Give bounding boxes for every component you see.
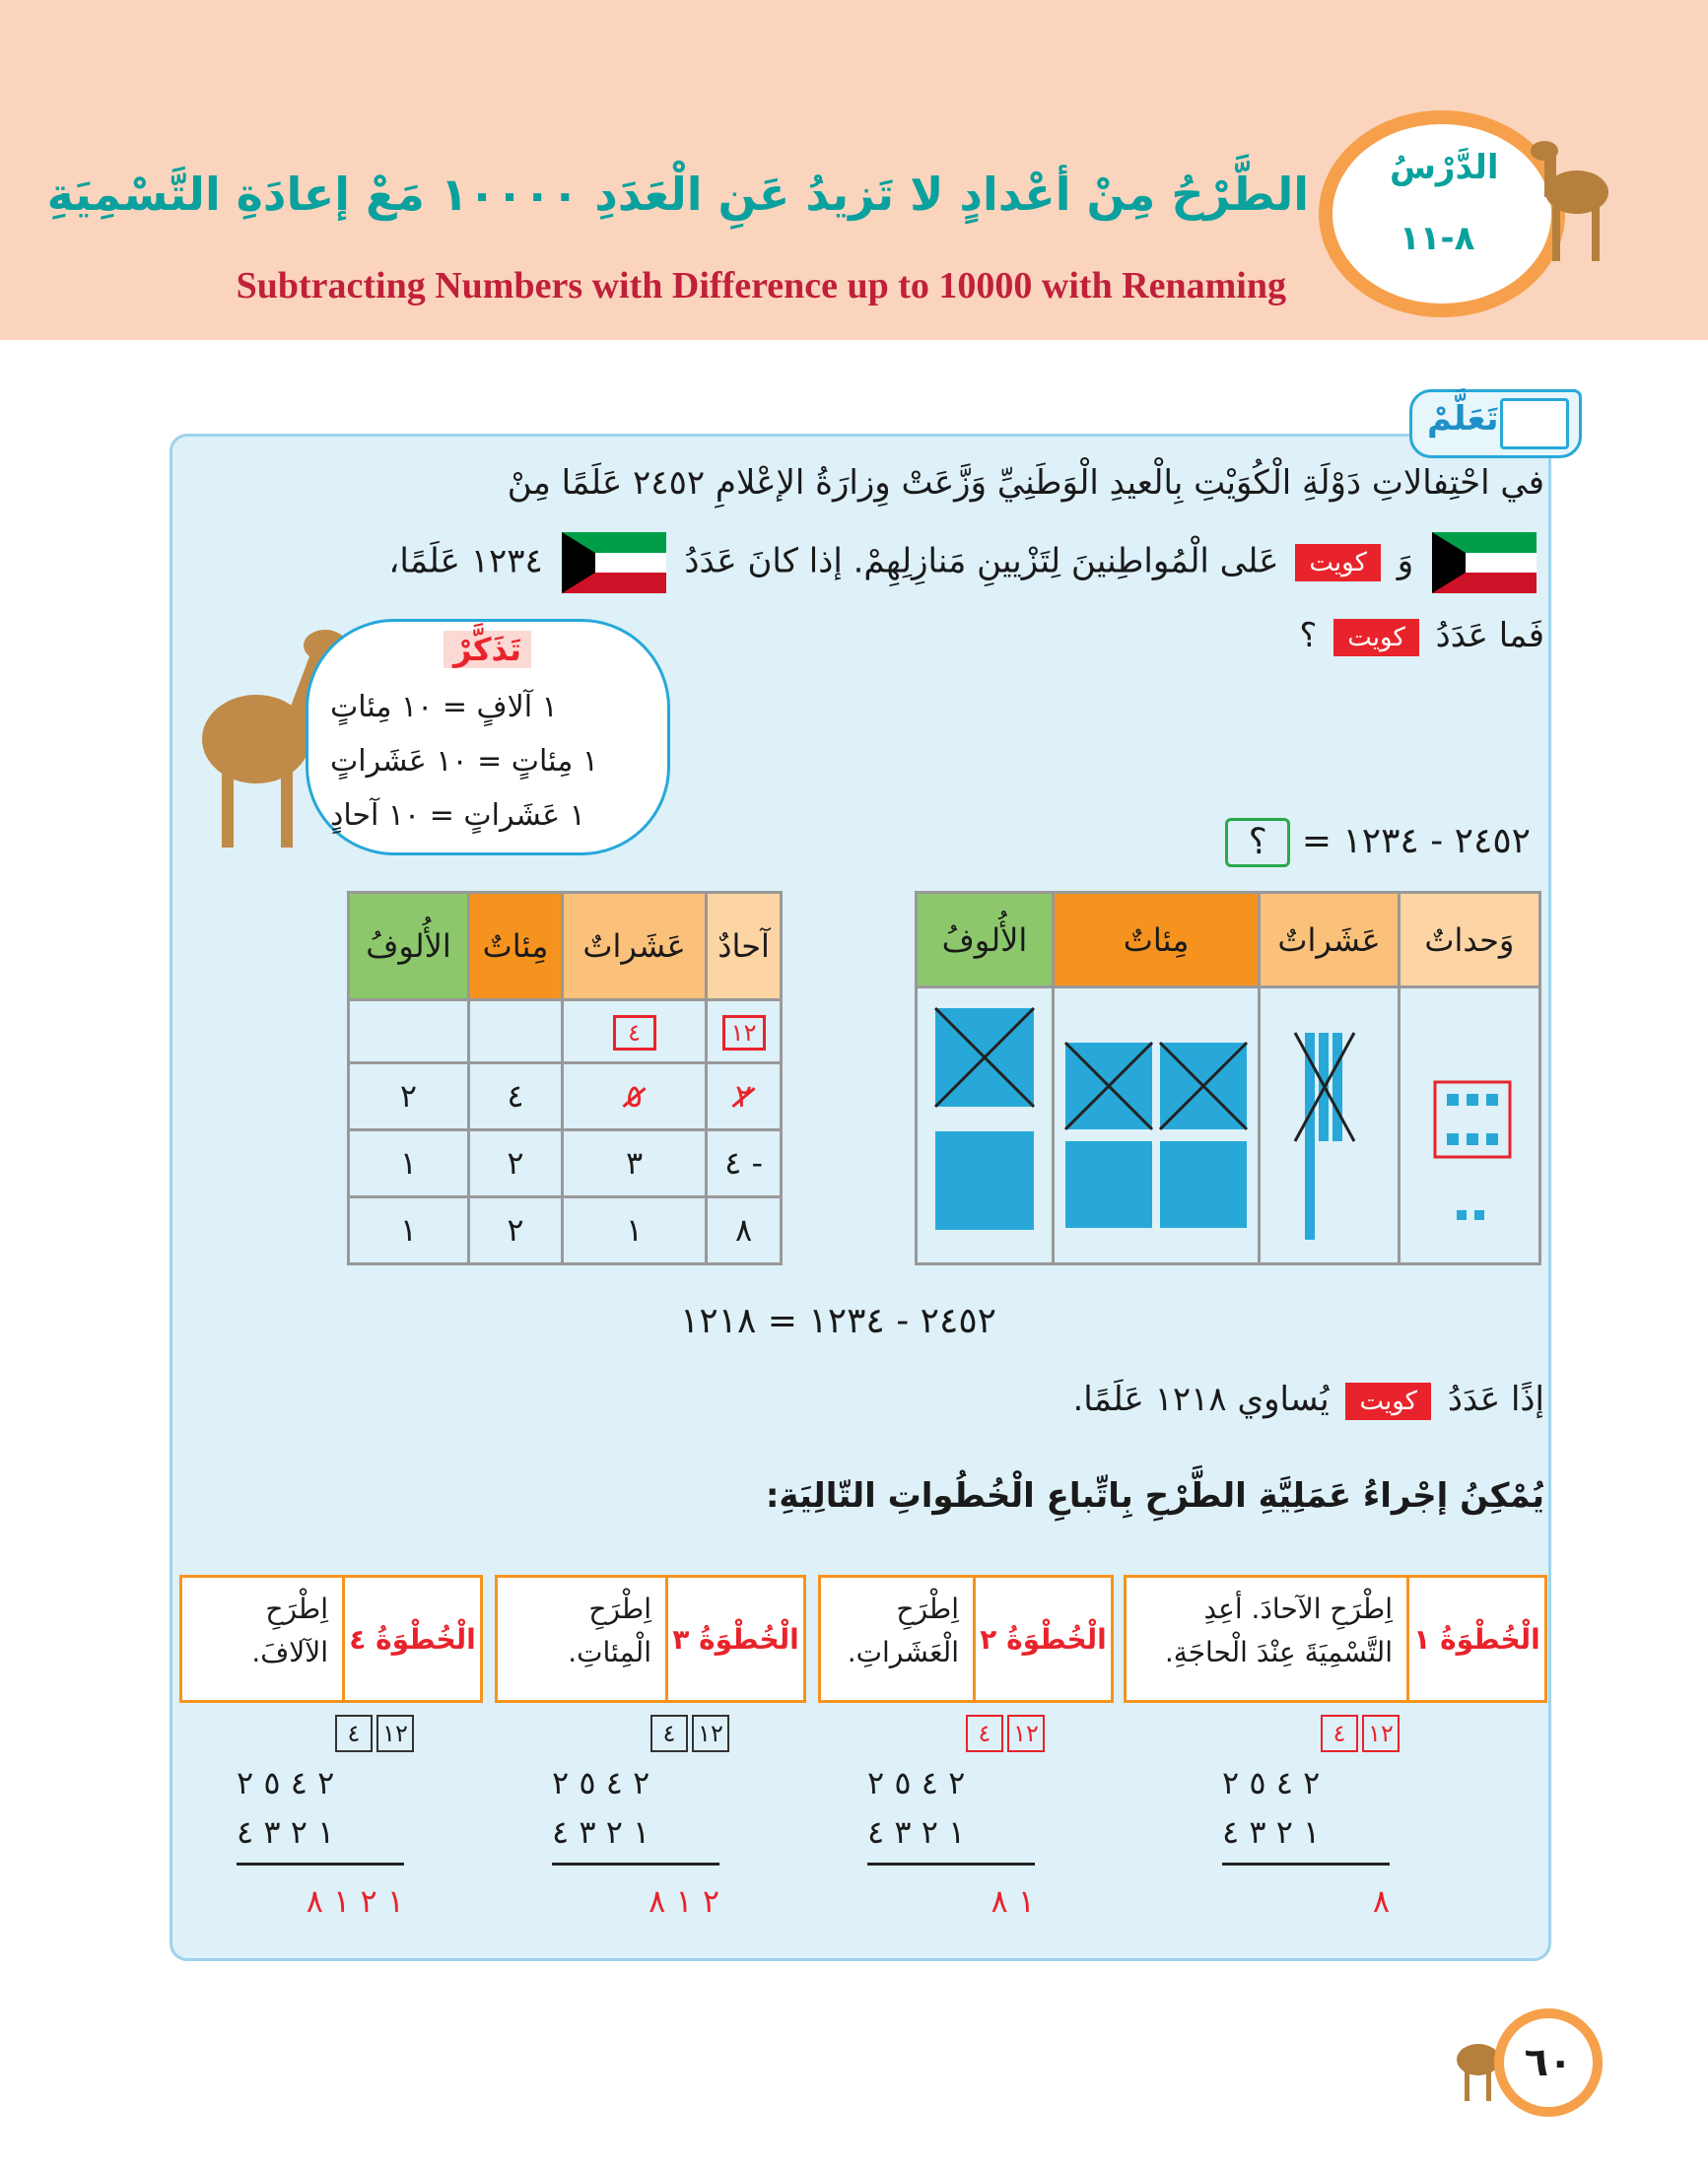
step-1 bbox=[1124, 1575, 1547, 1703]
minuend-tens: ٥ bbox=[625, 1077, 644, 1116]
step-4-text: اِطْرَحِ الآلافَ. bbox=[251, 1593, 328, 1668]
calc-answer: ٨ bbox=[1372, 1882, 1390, 1920]
paragraph-and: وَ bbox=[1397, 541, 1414, 581]
subtrahend-thousands: ١ bbox=[349, 1129, 469, 1196]
step-3 bbox=[495, 1575, 806, 1703]
calc-answer: ١ ٢ ١ ٨ bbox=[306, 1882, 404, 1920]
question-text: فَما عَدَدُ bbox=[1435, 616, 1544, 655]
equation-text: ٢٤٥٢ - ١٢٣٤ = bbox=[1301, 821, 1531, 861]
step-1-text: اِطْرَحِ الآحادَ. أعِدِ التَّسْمِيَةَ عِنْدَ الْحاجَةِ. bbox=[1164, 1593, 1393, 1668]
calc-box-ones: ١٢ bbox=[692, 1715, 729, 1752]
camel-icon bbox=[1523, 123, 1621, 271]
minuend-hundreds: ٤ bbox=[469, 1062, 563, 1129]
result-thousands: ١ bbox=[349, 1196, 469, 1263]
paragraph-line-2 bbox=[388, 532, 1544, 593]
step-4-label: الْخُطْوَةُ ٤ bbox=[342, 1578, 480, 1700]
page-number: ٦٠ bbox=[1494, 2008, 1603, 2117]
kuwait-badge: كويت bbox=[1333, 619, 1419, 656]
step-1-label: الْخُطْوَةُ ١ bbox=[1406, 1578, 1544, 1700]
remember-line-2: ١ مِئاتٍ = ١٠ عَشَراتٍ bbox=[330, 744, 598, 779]
step-2 bbox=[818, 1575, 1114, 1703]
kuwait-flag-icon bbox=[1432, 532, 1537, 593]
calc-answer: ٢ ١ ٨ bbox=[649, 1882, 719, 1920]
result-equation: ٢٤٥٢ - ١٢٣٤ = ١٢١٨ bbox=[680, 1301, 996, 1341]
step-4-calc bbox=[237, 1715, 473, 1932]
calc-bottom: ١ ٢ ٣ ٤ bbox=[237, 1813, 335, 1851]
hundred-flats bbox=[1053, 987, 1260, 1264]
step-3-calc bbox=[552, 1715, 788, 1932]
subtrahend-ones: ٤ - bbox=[707, 1129, 782, 1196]
header-ones: آحادٌ bbox=[707, 893, 782, 1000]
thousand-cubes bbox=[917, 987, 1054, 1264]
answer-box[interactable]: ؟ bbox=[1225, 818, 1290, 867]
calc-box-tens: ٤ bbox=[1321, 1715, 1358, 1752]
header-hundreds: مِئاتٌ bbox=[469, 893, 563, 1000]
regroup-ones-box: ١٢ bbox=[722, 1015, 766, 1051]
header-tens: عَشَراتٌ bbox=[562, 893, 706, 1000]
calc-bottom: ١ ٢ ٣ ٤ bbox=[1222, 1813, 1321, 1851]
calc-box-tens: ٤ bbox=[335, 1715, 373, 1752]
calc-bottom: ١ ٢ ٣ ٤ bbox=[552, 1813, 650, 1851]
lesson-number: ٨-١١ bbox=[1400, 219, 1475, 258]
step-3-text: اِطْرَحِ الْمِئاتِ. bbox=[568, 1593, 651, 1668]
kuwait-flag-icon bbox=[562, 532, 666, 593]
learn-label: تَعَلَّمْ bbox=[1427, 399, 1499, 439]
blocks-header-ones: وَحداتٌ bbox=[1399, 893, 1539, 987]
paragraph-line-3 bbox=[1299, 616, 1544, 656]
minuend-ones: ٢ bbox=[734, 1077, 753, 1116]
calc-top: ٢ ٤ ٥ ٢ bbox=[867, 1764, 966, 1801]
paragraph-line-2-end: ١٢٣٤ عَلَمًا، bbox=[388, 541, 543, 581]
kuwait-badge: كويت bbox=[1345, 1383, 1431, 1420]
step-3-label: الْخُطْوَةُ ٣ bbox=[665, 1578, 803, 1700]
step-4 bbox=[179, 1575, 483, 1703]
step-1-calc bbox=[1222, 1715, 1459, 1932]
blocks-header-hundreds: مِئاتٌ bbox=[1053, 893, 1260, 987]
result-ones: ٨ bbox=[707, 1196, 782, 1263]
ten-rods bbox=[1260, 987, 1399, 1264]
calc-top: ٢ ٤ ٥ ٢ bbox=[552, 1764, 650, 1801]
step-2-calc bbox=[867, 1715, 1104, 1932]
conclusion-end: يُساوي ١٢١٨ عَلَمًا. bbox=[1072, 1380, 1330, 1419]
minuend-thousands: ٢ bbox=[349, 1062, 469, 1129]
remember-line-3: ١ عَشَراتٍ = ١٠ آحادٍ bbox=[330, 798, 585, 833]
calc-box-tens: ٤ bbox=[650, 1715, 688, 1752]
lesson-title-english: Subtracting Numbers with Difference up to 10000 with Renaming bbox=[236, 265, 1286, 306]
calc-answer: ١ ٨ bbox=[991, 1882, 1035, 1920]
step-2-text: اِطْرَحِ الْعَشَراتِ. bbox=[847, 1593, 959, 1668]
blocks-table bbox=[915, 891, 1541, 1265]
paragraph-line-1: في احْتِفالاتِ دَوْلَةِ الْكُوَيْتِ بِالْعيدِ الْوَطَنِيِّ وَزَّعَتْ وِزارَةُ الإعْلامِ ٢٤٥٢ عَلَمًا مِنْ bbox=[507, 463, 1544, 503]
subtrahend-hundreds: ٢ bbox=[469, 1129, 563, 1196]
regroup-tens-box: ٤ bbox=[613, 1015, 656, 1051]
result-tens: ١ bbox=[562, 1196, 706, 1263]
question-mark: ؟ bbox=[1299, 616, 1318, 655]
book-icon bbox=[1500, 398, 1569, 449]
steps-intro: يُمْكِنُ إجْراءُ عَمَلِيَّةِ الطَّرْحِ بِاتِّباعِ الْخُطُواتِ التّالِيَةِ: bbox=[765, 1476, 1544, 1516]
blocks-header-tens: عَشَراتٌ bbox=[1260, 893, 1399, 987]
calc-top: ٢ ٤ ٥ ٢ bbox=[237, 1764, 335, 1801]
calc-box-ones: ١٢ bbox=[1362, 1715, 1400, 1752]
place-value-table bbox=[347, 891, 783, 1265]
kuwait-badge: كويت bbox=[1295, 544, 1381, 581]
unit-cubes bbox=[1399, 987, 1539, 1264]
calc-bottom: ١ ٢ ٣ ٤ bbox=[867, 1813, 966, 1851]
calc-top: ٢ ٤ ٥ ٢ bbox=[1222, 1764, 1321, 1801]
lesson-word: الدَّرْسُ bbox=[1390, 148, 1499, 187]
remember-line-1: ١ آلافٍ = ١٠ مِئاتٍ bbox=[330, 690, 558, 724]
lesson-title-arabic: الطَّرْحُ مِنْ أعْدادٍ لا تَزيدُ عَنِ الْعَدَدِ ١٠٠٠٠ مَعْ إعادَةِ التَّسْمِيَةِ bbox=[46, 168, 1309, 221]
result-hundreds: ٢ bbox=[469, 1196, 563, 1263]
step-2-label: الْخُطْوَةُ ٢ bbox=[973, 1578, 1111, 1700]
conclusion bbox=[1072, 1380, 1544, 1420]
blocks-header-thousands: الأُلوفُ bbox=[917, 893, 1054, 987]
conclusion-start: إذًا عَدَدُ bbox=[1447, 1380, 1544, 1419]
remember-title: تَذَكَّرْ bbox=[444, 631, 531, 668]
equation bbox=[1219, 818, 1531, 867]
calc-box-ones: ١٢ bbox=[1007, 1715, 1045, 1752]
calc-box-tens: ٤ bbox=[966, 1715, 1003, 1752]
subtrahend-tens: ٣ bbox=[562, 1129, 706, 1196]
calc-box-ones: ١٢ bbox=[376, 1715, 414, 1752]
paragraph-line-2-text: عَلى الْمُواطِنينَ لِتَزْيينِ مَنازِلِهِمْ. إذا كانَ عَدَدُ bbox=[684, 541, 1279, 581]
header-thousands: الأُلوفُ bbox=[349, 893, 469, 1000]
